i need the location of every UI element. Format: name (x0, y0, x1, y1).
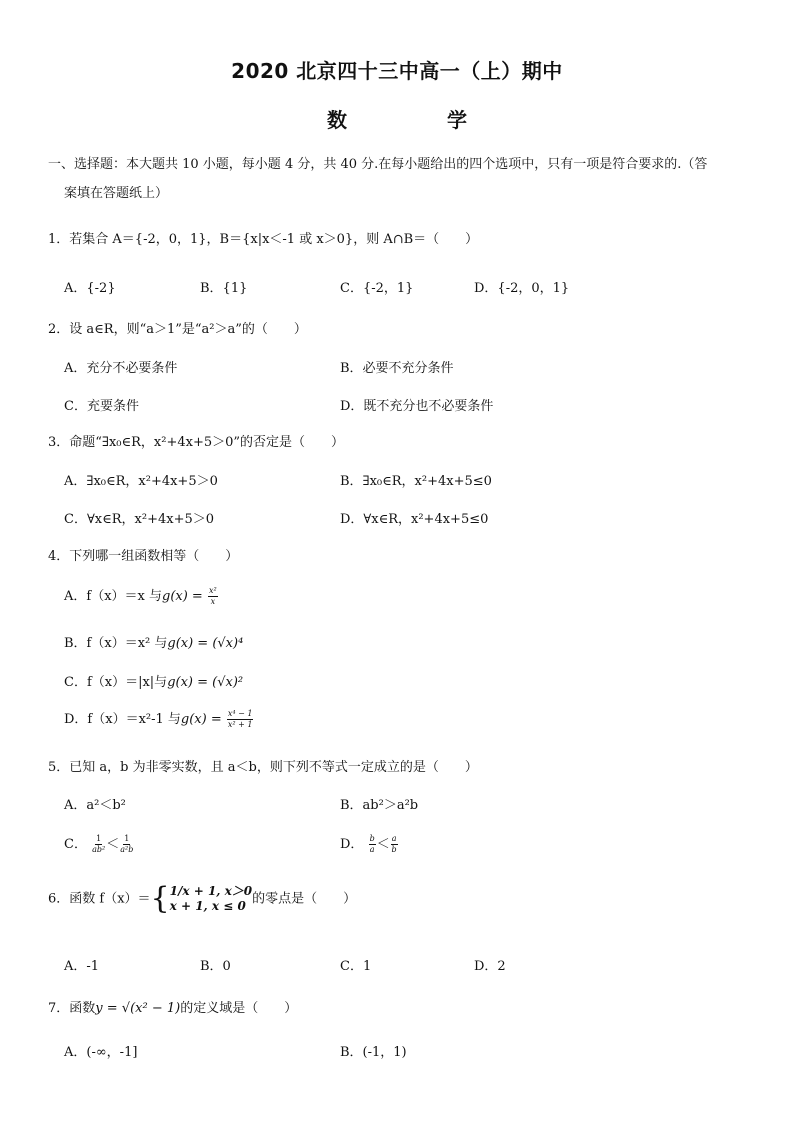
question-3-stem: 3．命题“∃x₀∈R，x²+4x+5＞0”的否定是（ ） (48, 435, 345, 450)
fraction-numerator: b (369, 834, 375, 843)
subject-title: 数 学 (327, 108, 507, 132)
q4-option-c-text: C．f（x）＝|x|与 (64, 675, 168, 690)
q6-stem-pre: 6．函数 f（x）＝ (48, 891, 151, 907)
q5-option-a: A．a²＜b² (64, 798, 126, 813)
question-1-stem: 1．若集合 A＝{-2，0，1}，B＝{x|x＜-1 或 x＞0}，则 A∩B＝（ ） (48, 232, 479, 247)
fraction-denominator: x² + 1 (227, 720, 253, 729)
q2-option-b: B．必要不充分条件 (340, 361, 454, 376)
q1-option-c: C．{-2，1} (340, 281, 414, 296)
q5-d-fraction-2 (391, 834, 398, 855)
piece-1: 1/x + 1, x＞0 (169, 884, 253, 898)
q4-option-a-text: A．f（x）＝x 与 (64, 589, 162, 604)
question-5-stem: 5．已知 a，b 为非零实数，且 a＜b，则下列不等式一定成立的是（ ） (48, 760, 478, 775)
fraction-numerator: 1 (124, 834, 130, 843)
q4-option-c-math: g(x) = (√x)² (167, 675, 244, 690)
fraction-numerator: a (391, 834, 397, 843)
fraction-denominator: a (369, 845, 375, 854)
piecewise-function (170, 884, 253, 914)
q4-option-d (64, 708, 254, 730)
q7-option-a: A．(-∞，-1] (64, 1045, 138, 1060)
fraction-numerator: 1 (96, 834, 102, 843)
section-instructions (48, 150, 760, 208)
q1-option-d: D．{-2，0，1} (474, 281, 570, 296)
q6-stem-post: 的零点是（ ） (252, 891, 357, 907)
fraction-denominator: ab² (92, 845, 106, 854)
q4-option-d-text: D．f（x）＝x²-1 与 (64, 712, 181, 727)
q7-stem-pre: 7．函数 (48, 1001, 96, 1016)
fraction-denominator: b (391, 845, 397, 854)
q6-option-c: C．1 (340, 959, 372, 974)
question-2-stem: 2．设 a∈R，则“a＞1”是“a²＞a”的（ ） (48, 322, 307, 337)
less-than-sign: ＜ (376, 837, 390, 852)
q7-option-b: B．(-1，1) (340, 1045, 407, 1060)
piece-2: x + 1, x ≤ 0 (169, 899, 246, 913)
fraction-denominator: x (210, 597, 216, 606)
q1-option-a: A．{-2} (64, 281, 116, 296)
question-7-stem (48, 997, 297, 1016)
question-4-stem: 4．下列哪一组函数相等（ ） (48, 549, 239, 564)
q6-option-b: B．0 (200, 959, 231, 974)
fraction-numerator: x² (208, 586, 217, 595)
q4-option-a-math: g(x) = (162, 589, 203, 604)
q5-option-d (340, 833, 399, 855)
q5-d-fraction-1 (369, 834, 376, 855)
question-6-stem (48, 881, 357, 916)
q4-option-b-math: g(x) = (√x)⁴ (167, 636, 244, 651)
q5-c-fraction-2 (120, 834, 133, 855)
q5-option-c-label: C． (64, 837, 87, 852)
exam-title: 2020 北京四十三中高一（上）期中 (231, 59, 563, 83)
q3-option-d: D．∀x∈R，x²+4x+5≤0 (340, 512, 489, 527)
section-line-1: 一、选择题：本大题共 10 小题，每小题 4 分，共 40 分.在每小题给出的四个选项中，只有一项是符合要求的.（答 (48, 157, 708, 172)
q4-option-b (64, 632, 243, 651)
q5-option-b: B．ab²＞a²b (340, 798, 419, 813)
q4-option-c (64, 671, 243, 690)
q4-option-a (64, 585, 219, 607)
q4-option-d-math: g(x) = (180, 712, 222, 727)
fraction-numerator: x⁴ − 1 (227, 709, 253, 718)
q7-stem-post: 的定义域是（ ） (180, 1001, 298, 1016)
fraction-denominator: a²b (120, 845, 134, 854)
q4-option-b-text: B．f（x）＝x² 与 (64, 636, 168, 651)
q6-option-a: A．-1 (64, 959, 100, 974)
q4-option-a-fraction (208, 586, 218, 607)
less-than-sign: ＜ (106, 837, 120, 852)
q4-option-d-fraction (227, 709, 254, 730)
q2-option-d: D．既不充分也不必要条件 (340, 399, 494, 414)
q3-option-b: B．∃x₀∈R，x²+4x+5≤0 (340, 474, 492, 489)
q7-formula: y = √(x² − 1) (95, 1001, 181, 1016)
section-line-2: 案填在答题纸上） (64, 186, 169, 201)
q5-c-fraction-1 (92, 834, 105, 855)
q2-option-c: C．充要条件 (64, 399, 139, 414)
piecewise-brace: { (150, 881, 170, 916)
q5-option-c (64, 833, 134, 855)
q3-option-a: A．∃x₀∈R，x²+4x+5＞0 (64, 474, 218, 489)
q3-option-c: C．∀x∈R，x²+4x+5＞0 (64, 512, 215, 527)
q2-option-a: A．充分不必要条件 (64, 361, 178, 376)
q6-option-d: D．2 (474, 959, 506, 974)
q1-option-b: B．{1} (200, 281, 248, 296)
q5-option-d-label: D． (340, 837, 364, 852)
